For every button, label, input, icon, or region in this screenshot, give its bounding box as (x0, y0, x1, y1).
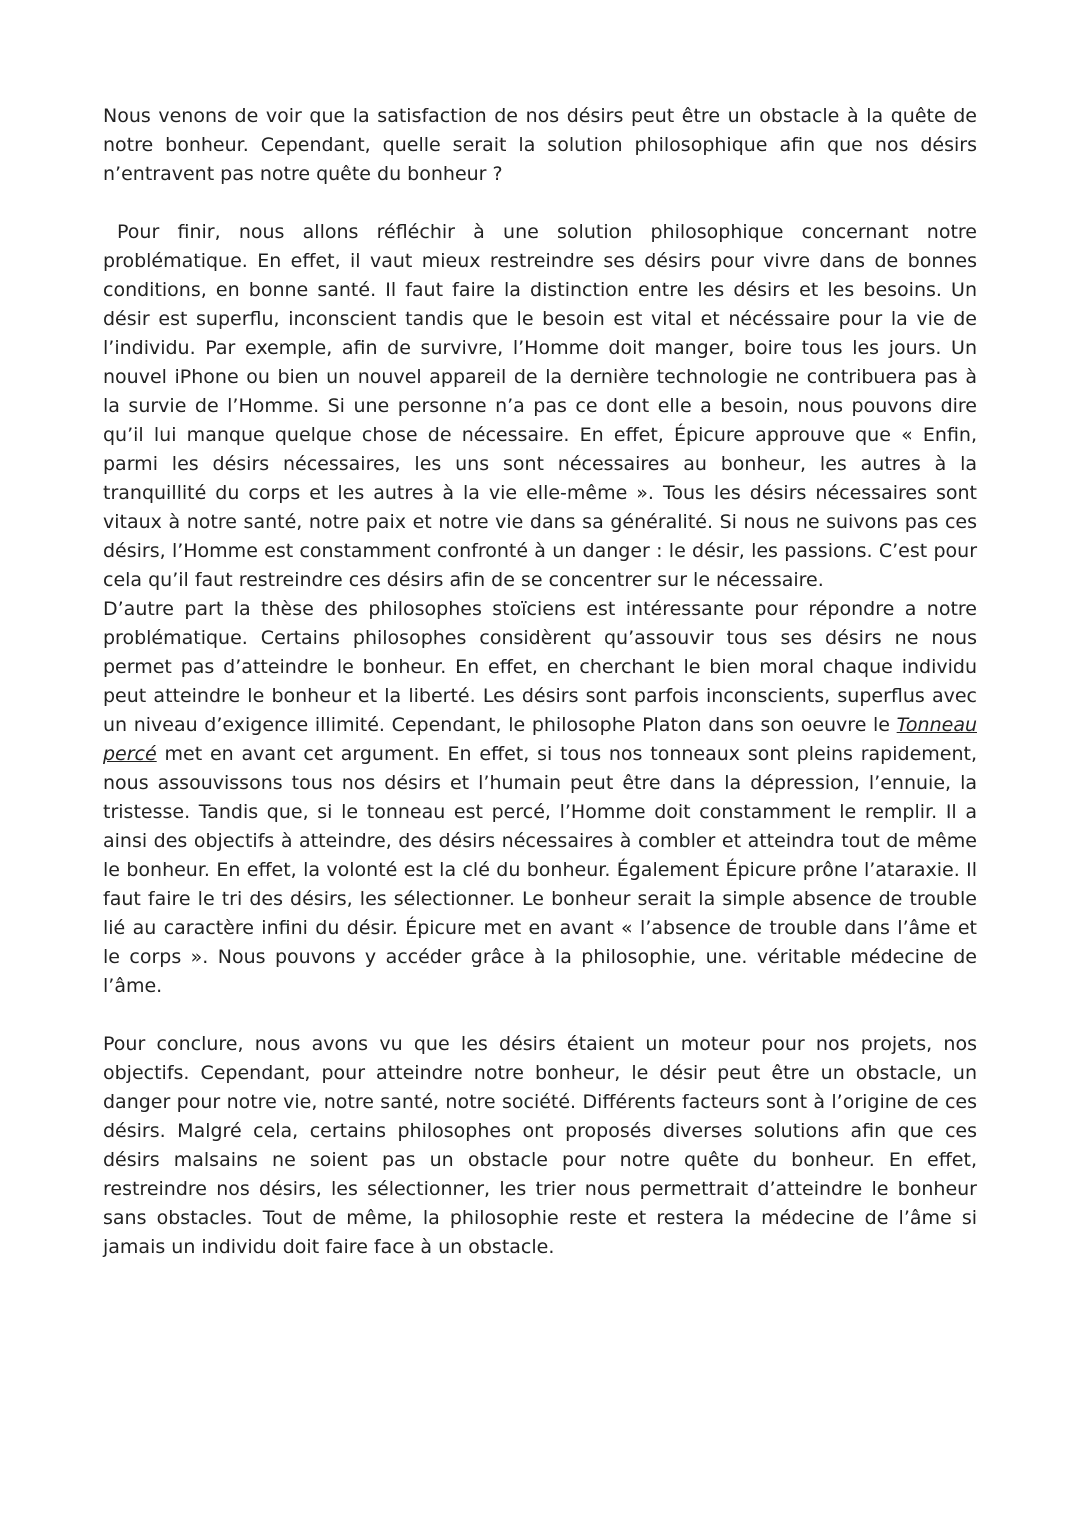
paragraph-desires-vs-needs: Pour finir, nous allons réfléchir à une solution philosophique concernant notre problématique. En effet, il vaut mieux restreindre ses désirs pour vivre dans de bonnes conditions, en bonne santé. Il faut faire la distinction entre les désirs et les besoins. Un désir est superflu, inconscient tandis que le besoin est vital et nécéssaire pour la vie de l’individu. Par exemple, afin de survivre, l’Homme doit manger, boire tous les jours. Un nouvel iPhone ou bien un nouvel appareil de la dernière technologie ne contribuera pas à la survie de l’Homme. Si une personne n’a pas ce dont elle a besoin, nous pouvons dire qu’il lui manque quelque chose de nécessaire. En effet, Épicure approuve que « Enfin, parmi les désirs nécessaires, les uns sont nécessaires au bonheur, les autres à la tranquillité du corps et les autres à la vie elle-même ». Tous les désirs nécessaires sont vitaux à notre santé, notre paix et notre vie dans sa généralité. Si nous ne suivons pas ces désirs, l’Homme est constamment confronté à un danger : le désir, les passions. C’est pour cela qu’il faut restreindre ces désirs afin de se concentrer sur le nécessaire. (103, 221, 977, 591)
stoic-text-after: met en avant cet argument. En effet, si tous nos tonneaux sont pleins rapidement, nous assouvissons tous nos désirs et l’humain peut être dans la dépression, l’ennuie, la tristesse. Tandis que, si le tonneau est percé, l’Homme doit constamment le remplir. Il a ainsi des objectifs à atteindre, des désirs nécessaires à combler et atteindra tout de même le bonheur. En effet, la volonté est la clé du bonheur. Également Épicure prône l’ataraxie. Il faut faire le tri des désirs, les sélectionner. Le bonheur serait la simple absence de trouble lié au caractère infini du désir. Épicure met en avant « l’absence de trouble dans l’âme et le corps ». Nous pouvons y accéder grâce à la philosophie, une. véritable médecine de l’âme. (103, 743, 977, 997)
document-body (103, 102, 977, 1262)
paragraph-spacer (103, 1001, 977, 1030)
paragraph-conclusion: Pour conclure, nous avons vu que les désirs étaient un moteur pour nos projets, nos objectifs. Cependant, pour atteindre notre bonheur, le désir peut être un obstacle, un danger pour notre vie, notre santé, notre société. Différents facteurs sont à l’origine de ces désirs. Malgré cela, certains philosophes ont proposés diverses solutions afin que ces désirs malsains ne soient pas un obstacle pour notre quête du bonheur. En effet, restreindre nos désirs, les sélectionner, les trier nous permettrait d’atteindre le bonheur sans obstacles. Tout de même, la philosophie reste et restera la médecine de l’âme si jamais un individu doit faire face à un obstacle. (103, 1033, 977, 1258)
paragraph-stoic-thesis (103, 595, 977, 1001)
paragraph-spacer (103, 189, 977, 218)
work-title-tonneau-perce: Tonneau percé (103, 714, 977, 765)
stoic-text-before: D’autre part la thèse des philosophes stoïciens est intéressante pour répondre a notre problématique. Certains philosophes considèrent qu’assouvir tous ses désirs ne nous permet pas d’atteindre le bonheur. En effet, en cherchant le bien moral chaque individu peut atteindre le bonheur et la liberté. Les désirs sont parfois inconscients, superflus avec un niveau d’exigence illimité. Cependant, le philosophe Platon dans son oeuvre le (103, 598, 977, 736)
paragraph-transition: Nous venons de voir que la satisfaction de nos désirs peut être un obstacle à la quête de notre bonheur. Cependant, quelle serait la solution philosophique afin que nos désirs n’entravent pas notre quête du bonheur ? (103, 105, 977, 185)
